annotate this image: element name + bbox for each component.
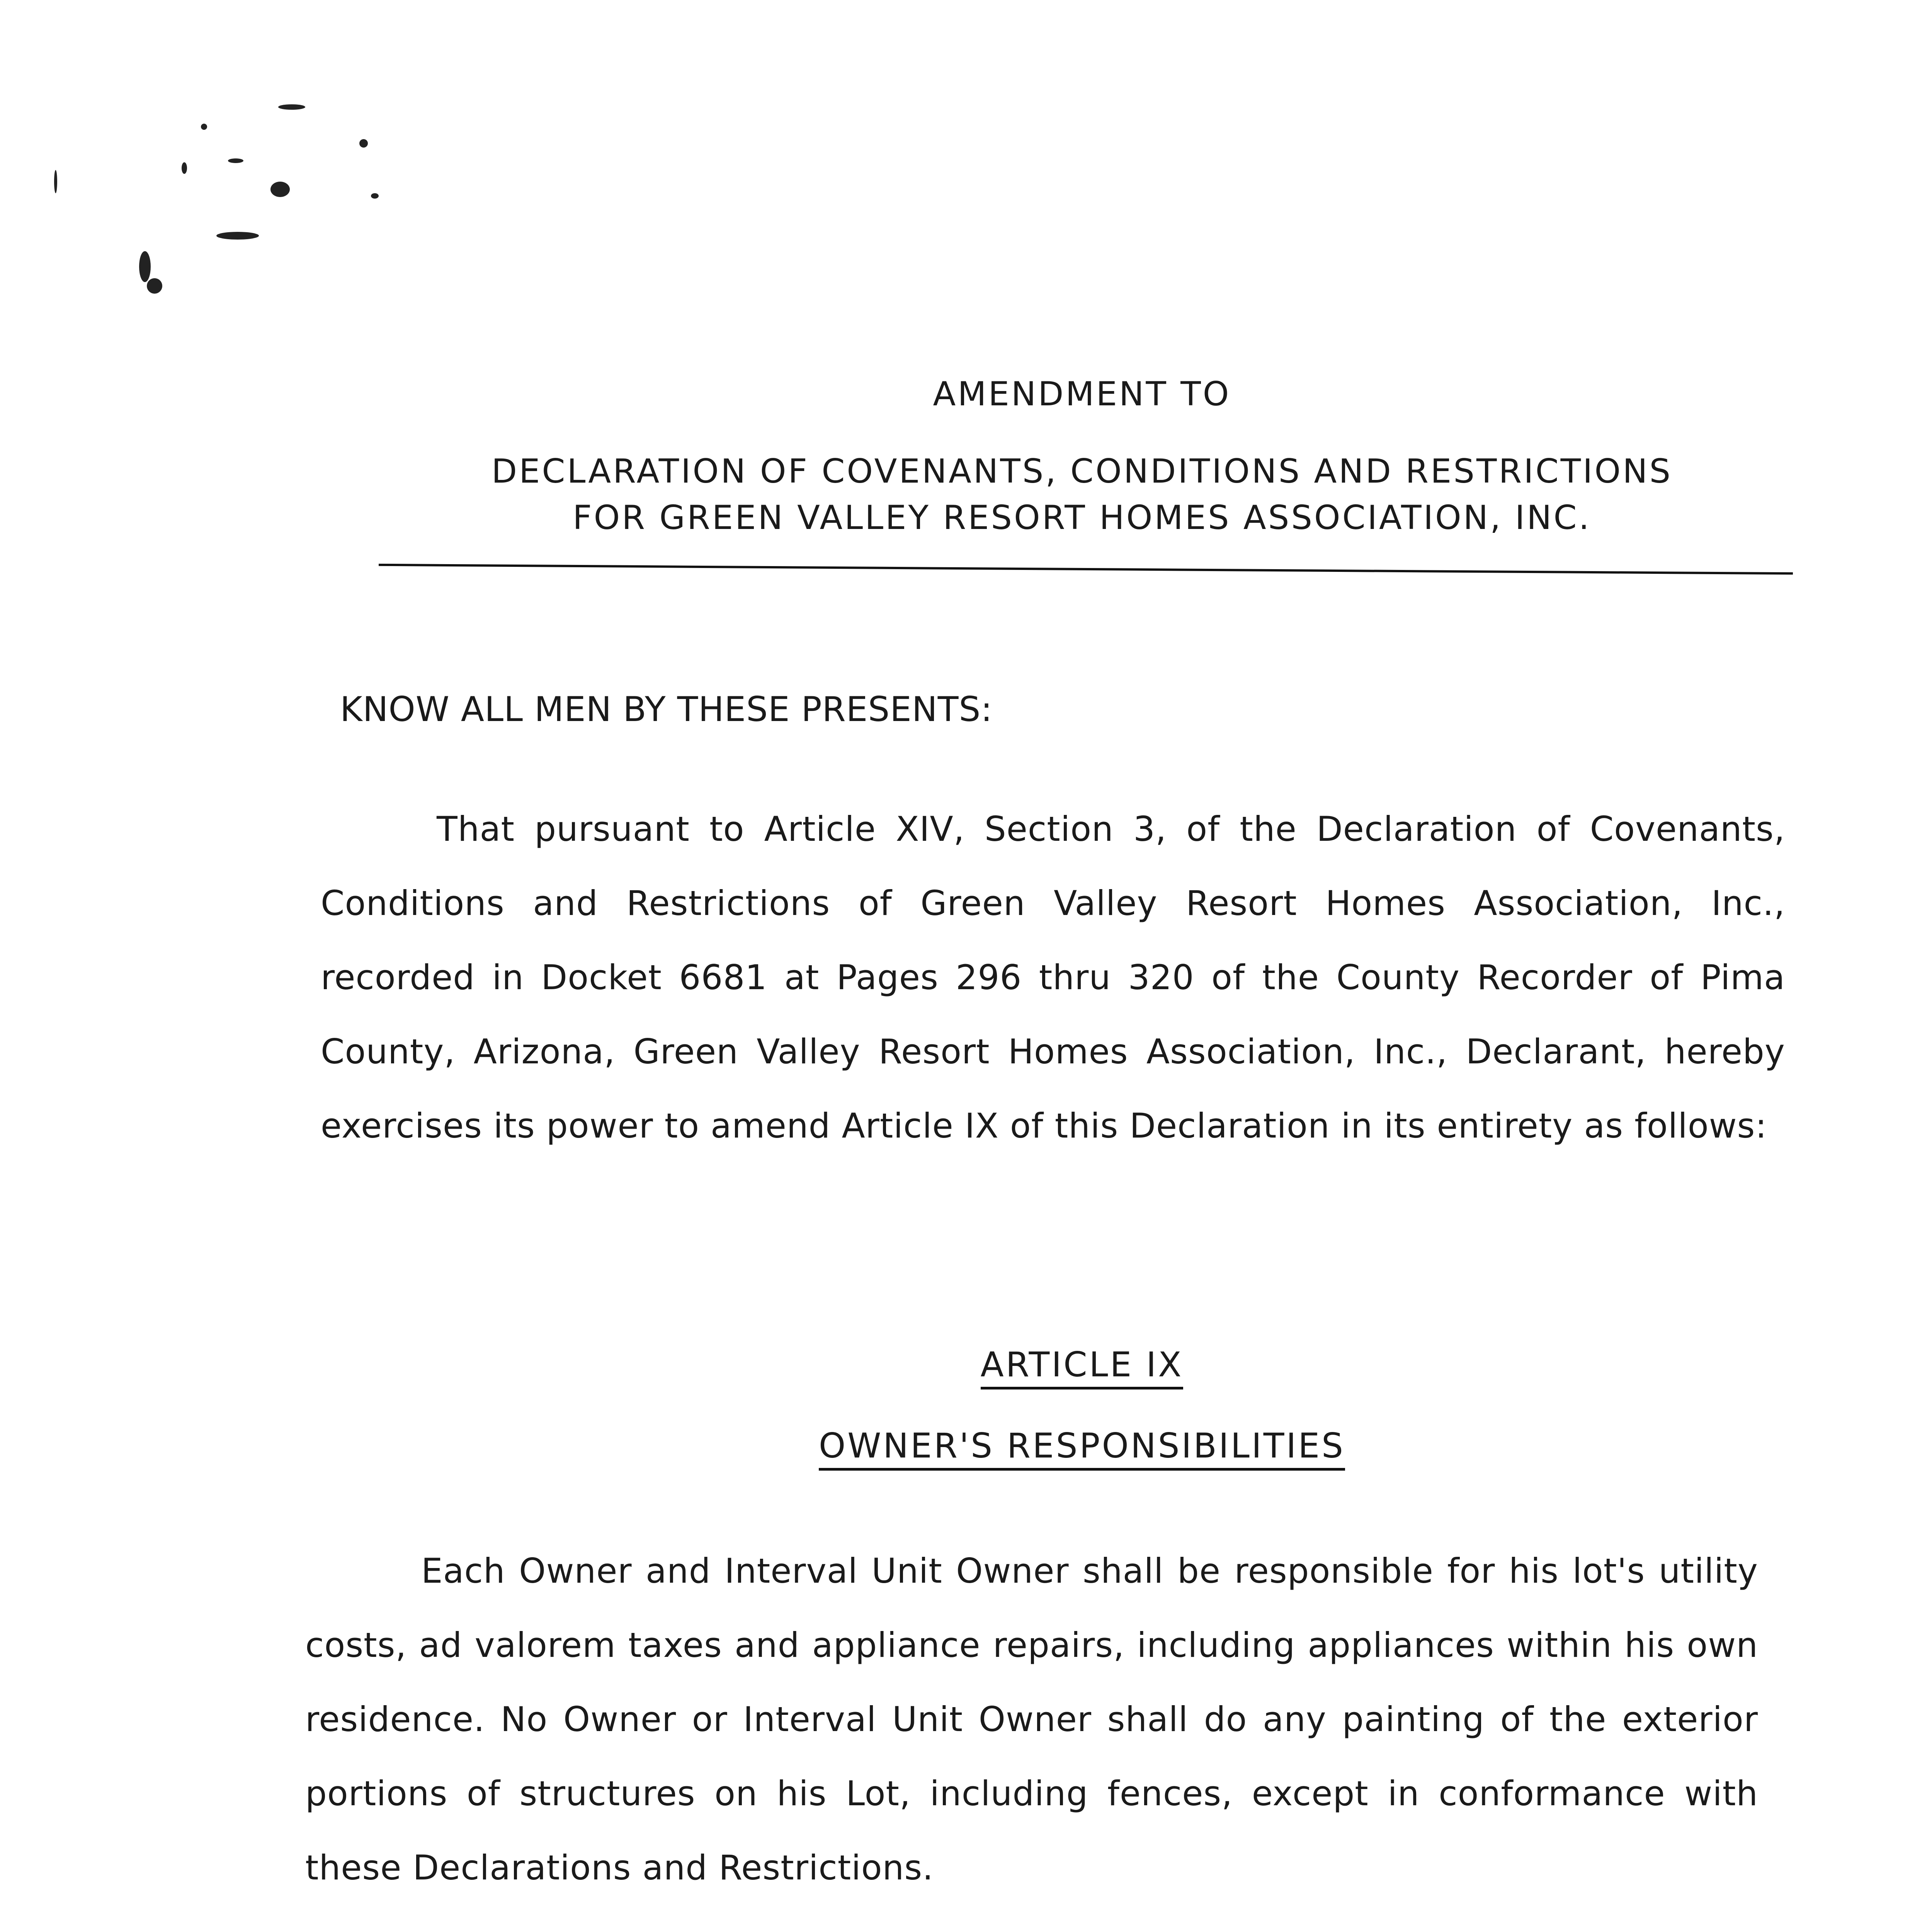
- salutation: KNOW ALL MEN BY THESE PRESENTS:: [340, 689, 993, 729]
- article-subheading-text: OWNER'S RESPONSIBILITIES: [819, 1426, 1345, 1471]
- article-paragraph-1: Each Owner and Interval Unit Owner shall be responsible for his lot's utility costs, ad valorem taxes and appliance repairs, including appliances within his own residence. No Owner or Interval Unit Owner shall do any painting of the exterior portions of structures on his Lot, including fences, except in conformance with these Declarations and Restrictions.: [305, 1551, 1758, 1888]
- article-heading-text: ARTICLE IX: [981, 1345, 1184, 1389]
- article-heading: [386, 1345, 1777, 1384]
- title-line-2: DECLARATION OF COVENANTS, CONDITIONS AND RESTRICTIONS: [491, 452, 1673, 491]
- title-line-3: FOR GREEN VALLEY RESORT HOMES ASSOCIATION, INC.: [573, 498, 1591, 537]
- title-rule: [379, 564, 1793, 575]
- article-subheading: [386, 1426, 1777, 1466]
- article-paragraph-2: [305, 1917, 1758, 1932]
- title-line-1: AMENDMENT TO: [933, 375, 1231, 413]
- intro-paragraph: That pursuant to Article XIV, Section 3, of the Declaration of Covenants, Conditions and Restrictions of Green Valley Resort Homes Association, Inc., recorded in Docket 6681 at Pages 296 thru 320 of the County Recorder of Pima County, Arizona, Green Valley Resort Homes Association, Inc., Declarant, hereby exercises its power to amend Article IX of this Declaration in its entirety as follows:: [321, 809, 1785, 1146]
